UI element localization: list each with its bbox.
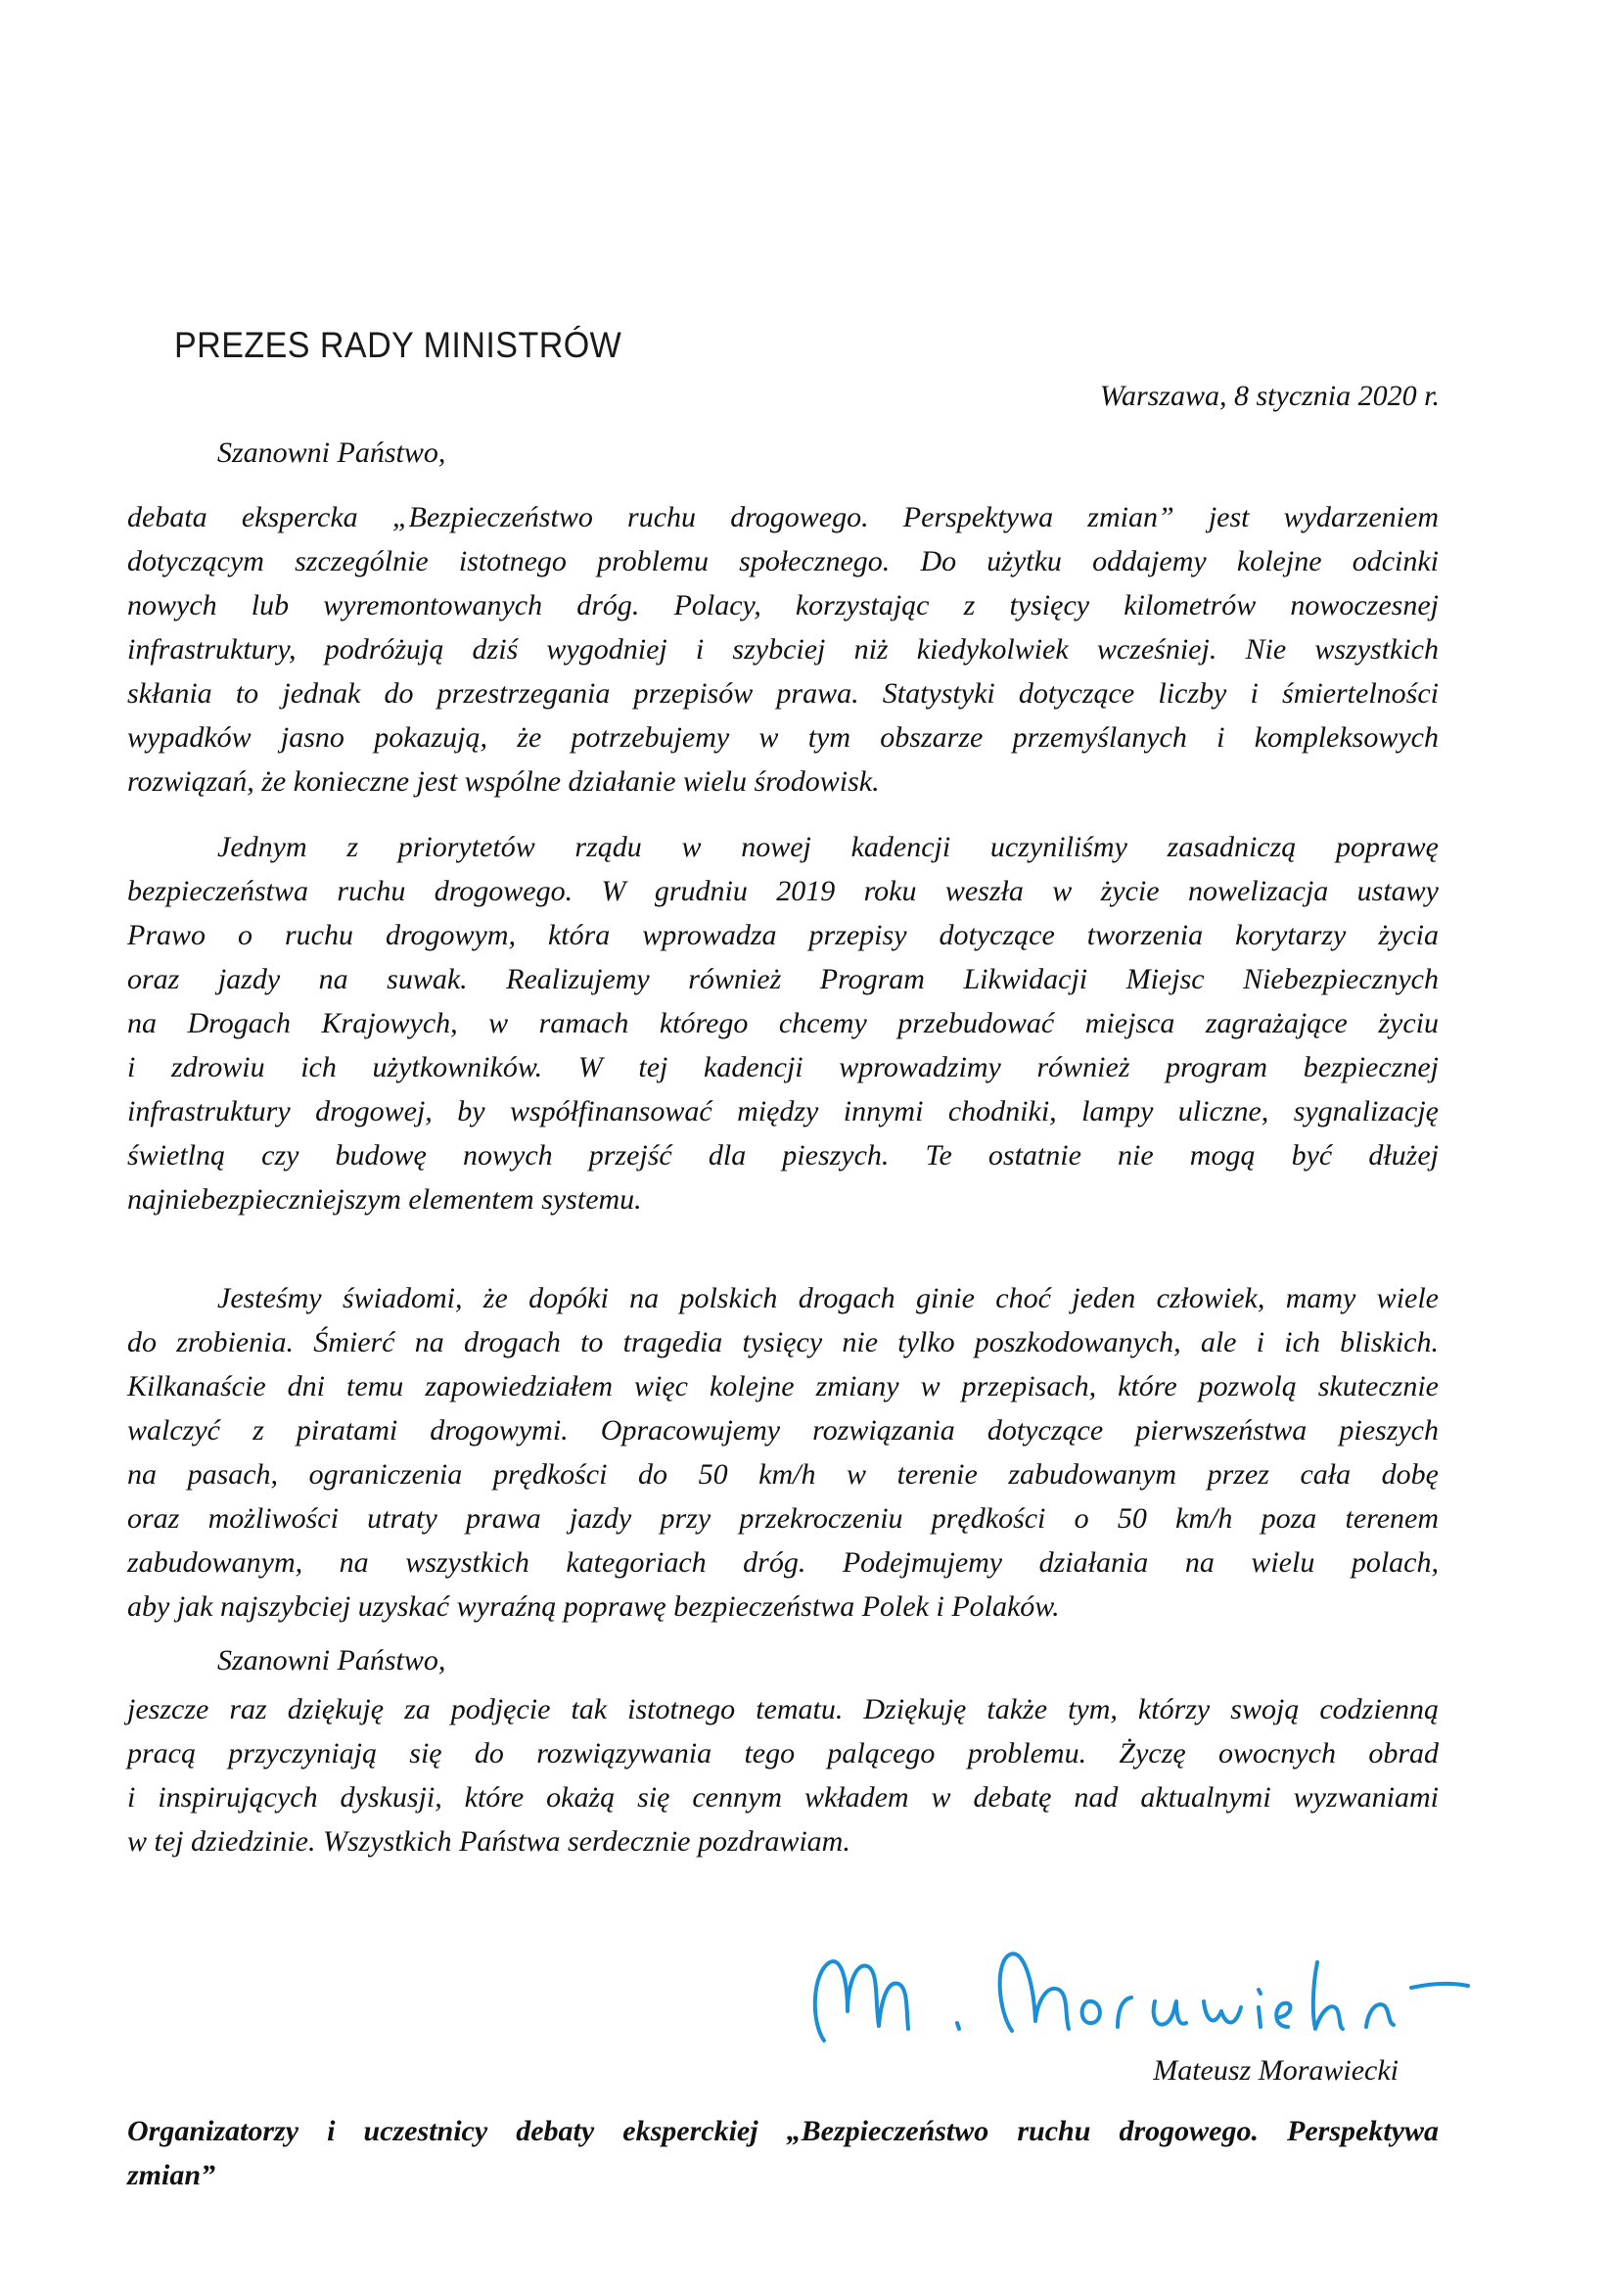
text-line: Organizatorzy i uczestnicy debaty eksperckiej „Bezpieczeństwo ruchu drogowego. Perspektywa [127,2115,1439,2147]
text-line: oraz jazdy na suwak. Realizujemy również Program Likwidacji Miejsc Niebezpiecznych [127,963,1439,995]
text-line: infrastruktury drogowej, by współfinansować między innymi chodniki, lampy uliczne, sygnalizację [127,1095,1439,1127]
paragraph-1 [127,495,1439,804]
text-line: Prawo o ruchu drogowym, która wprowadza przepisy dotyczące tworzenia korytarzy życia [127,919,1439,951]
text-line: jeszcze raz dziękuję za podjęcie tak istotnego tematu. Dziękuję także tym, którzy swoją codzienną [127,1693,1439,1725]
salutation-opening: Szanowni Państwo, [217,436,446,469]
text-line: infrastruktury, podróżują dziś wygodniej i szybciej niż kiedykolwiek wcześniej. Nie wszystkich [127,633,1439,666]
text-line: aby jak najszybciej uzyskać wyraźną poprawę bezpieczeństwa Polek i Polaków. [127,1590,1060,1623]
text-line: i inspirujących dyskusji, które okażą się cennym wkładem w debatę nad aktualnymi wyzwaniami [127,1781,1439,1814]
text-line: najniebezpieczniejszym elementem systemu. [127,1183,642,1216]
salutation-closing: Szanowni Państwo, [217,1644,446,1676]
text-line: oraz możliwości utraty prawa jazdy przy przekroczeniu prędkości o 50 km/h poza terenem [127,1502,1439,1535]
handwritten-signature [803,1933,1507,2060]
text-line: Jednym z priorytetów rządu w nowej kadencji uczyniliśmy zasadniczą poprawę [217,831,1439,863]
text-line: Kilkanaście dni temu zapowiedziałem więc kolejne zmiany w przepisach, które pozwolą skutecznie [127,1370,1439,1402]
text-line: do zrobienia. Śmierć na drogach to tragedia tysięcy nie tylko poszkodowanych, ale i ich bliskich. [127,1326,1439,1358]
text-line: nowych lub wyremontowanych dróg. Polacy, korzystając z tysięcy kilometrów nowoczesnej [127,589,1439,621]
signer-name: Mateusz Morawiecki [1153,2054,1399,2087]
text-line: debata ekspercka „Bezpieczeństwo ruchu drogowego. Perspektywa zmian” jest wydarzeniem [127,501,1439,533]
paragraph-2 [127,825,1439,1221]
text-line: walczyć z piratami drogowymi. Opracowujemy rozwiązania dotyczące pierwszeństwa pieszych [127,1414,1439,1446]
letter-date: Warszawa, 8 stycznia 2020 r. [1099,380,1440,412]
text-line: Jesteśmy świadomi, że dopóki na polskich drogach ginie choć jeden człowiek, mamy wiele [217,1282,1439,1314]
text-line: zabudowanym, na wszystkich kategoriach dróg. Podejmujemy działania na wielu polach, [127,1546,1439,1579]
text-line: zmian” [127,2159,216,2191]
text-line: pracą przyczyniają się do rozwiązywania tego palącego problemu. Życzę owocnych obrad [127,1737,1439,1769]
addressee [127,2109,1439,2197]
text-line: wypadków jasno pokazują, że potrzebujemy w tym obszarze przemyślanych i kompleksowych [127,721,1439,754]
paragraph-4 [127,1687,1439,1863]
letterhead-title: PREZES RADY MINISTRÓW [174,325,622,365]
text-line: bezpieczeństwa ruchu drogowego. W grudniu 2019 roku weszła w życie nowelizacja ustawy [127,875,1439,907]
text-line: świetlną czy budowę nowych przejść dla pieszych. Te ostatnie nie mogą być dłużej [127,1139,1439,1171]
text-line: na Drogach Krajowych, w ramach którego chcemy przebudować miejsca zagrażające życiu [127,1007,1439,1039]
text-line: w tej dziedzinie. Wszystkich Państwa serdecznie pozdrawiam. [127,1825,850,1858]
text-line: skłania to jednak do przestrzegania przepisów prawa. Statystyki dotyczące liczby i śmiertelności [127,677,1439,710]
text-line: i zdrowiu ich użytkowników. W tej kadencji wprowadzimy również program bezpiecznej [127,1051,1439,1083]
text-line: na pasach, ograniczenia prędkości do 50 km/h w terenie zabudowanym przez cała dobę [127,1458,1439,1491]
paragraph-3 [127,1276,1439,1629]
text-line: dotyczącym szczególnie istotnego problemu społecznego. Do użytku oddajemy kolejne odcinki [127,545,1439,577]
text-line: rozwiązań, że konieczne jest wspólne działanie wielu środowisk. [127,765,880,798]
